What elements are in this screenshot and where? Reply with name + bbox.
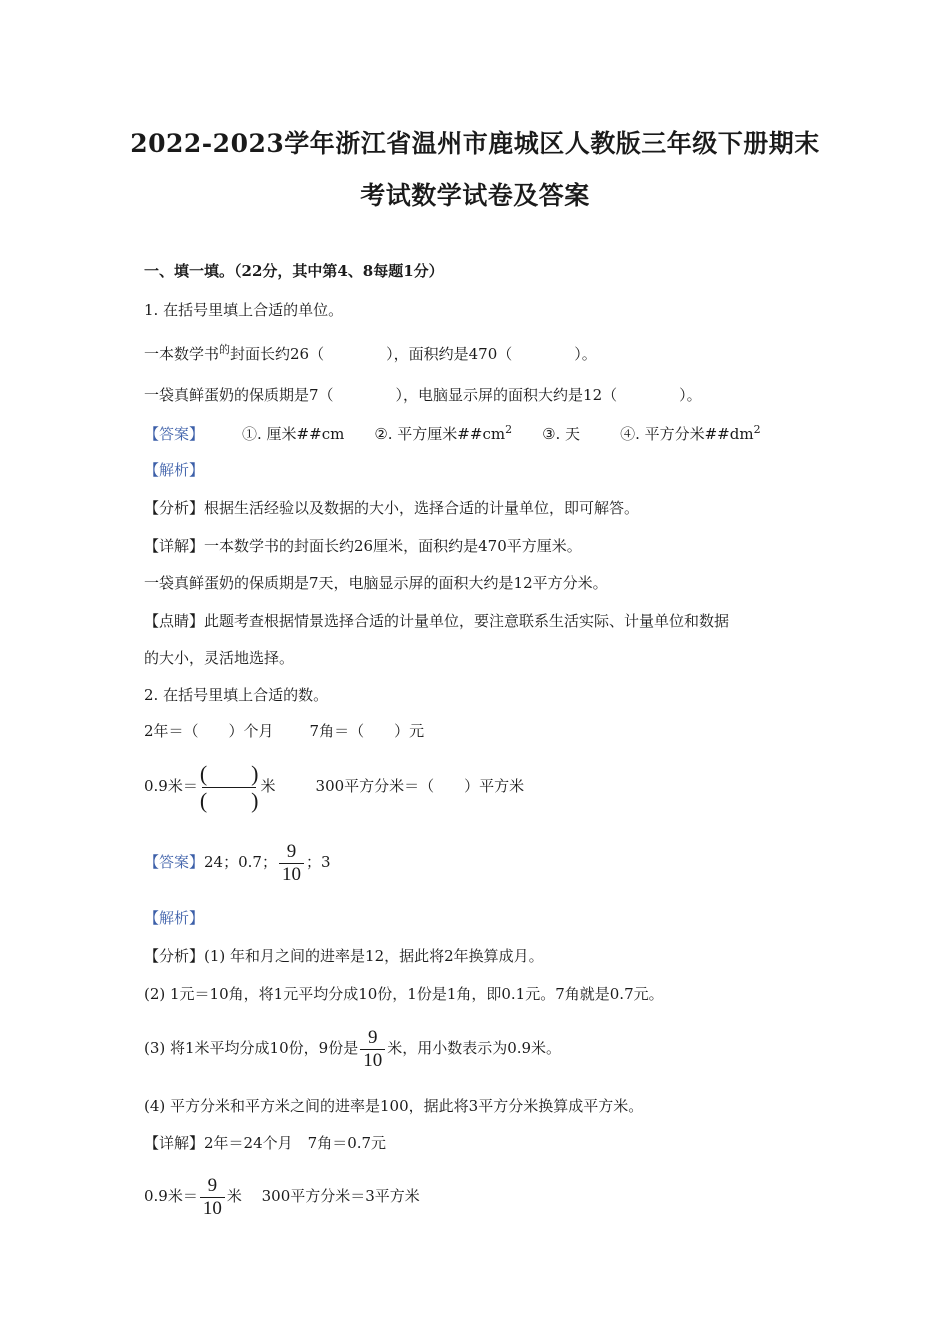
q2-line1 bbox=[144, 721, 424, 741]
q1-fenxi-text: 根据生活经验以及数据的大小，选择合适的计量单位，即可解答。 bbox=[204, 499, 640, 517]
q1-dianjing bbox=[144, 611, 729, 631]
q2-jiexi-tag: 【解析】 bbox=[144, 909, 205, 927]
fenxi-tag: 【分析】 bbox=[144, 947, 205, 965]
q1-answer-4: ④. 平方分米##dm bbox=[620, 425, 754, 443]
q2-fenxi-1-text: (1) 年和月之间的进率是12，据此将2年换算成月。 bbox=[204, 947, 544, 965]
blank-fraction bbox=[200, 761, 259, 814]
q1-answer-1: ①. 厘米##cm bbox=[242, 425, 345, 443]
fraction-denominator: 10 bbox=[363, 1049, 383, 1071]
fraction-numerator: 9 bbox=[367, 1026, 378, 1048]
q1-answer bbox=[144, 424, 761, 446]
q1-dianjing-2: 的大小，灵活地选择。 bbox=[144, 649, 295, 667]
fraction-nine-tenths bbox=[360, 1027, 385, 1072]
q1-answer-4-sup: 2 bbox=[753, 423, 761, 436]
q1-xiangjie-text: 一本数学书的封面长约26厘米，面积约是470平方厘米。 bbox=[204, 537, 582, 555]
q2-line1-a: 2年＝（ ）个月 bbox=[144, 722, 274, 740]
xiangjie-tag: 【详解】 bbox=[144, 1134, 205, 1152]
q1-line2-c: ）。 bbox=[679, 386, 702, 404]
q2-xiangjie-1 bbox=[144, 1133, 386, 1153]
q1-dianjing-text: 此题考查根据情景选择合适的计量单位，要注意联系生活实际、计量单位和数据 bbox=[204, 612, 730, 630]
q2-xiangjie-2-b: 米 300平方分米＝3平方米 bbox=[226, 1187, 420, 1205]
q2-line2-unit: 米 bbox=[260, 777, 276, 795]
q1-line1-a: 一本数学书 bbox=[144, 345, 220, 363]
fraction-nine-tenths bbox=[200, 1175, 225, 1220]
q2-fenxi-3-a: (3) 将1米平均分成10份，9份是 bbox=[144, 1039, 359, 1057]
q1-xiangjie bbox=[144, 536, 582, 556]
q1-answer-2: ②. 平方厘米##cm bbox=[374, 425, 506, 443]
section-heading: 一、填一填。（22分，其中第4、8每题1分） bbox=[144, 262, 444, 280]
q2-answer bbox=[144, 834, 331, 890]
q2-fenxi-1 bbox=[144, 946, 544, 966]
fraction-denominator: 10 bbox=[281, 863, 301, 885]
q1-line1-d: ）。 bbox=[574, 345, 597, 363]
q2-xiangjie-2-a: 0.9米＝ bbox=[144, 1187, 198, 1205]
q1-jiexi-tag: 【解析】 bbox=[144, 461, 205, 479]
q2-xiangjie-1-text: 2年＝24个月 7角＝0.7元 bbox=[204, 1134, 387, 1152]
fraction-numerator: 9 bbox=[286, 840, 297, 862]
answer-tag: 【答案】 bbox=[144, 425, 205, 443]
q1-line2-b: ），电脑显示屏的面积大约是12（ bbox=[395, 386, 618, 404]
q2-answer-a: 24；0.7； bbox=[204, 853, 277, 871]
fraction-denominator: 10 bbox=[202, 1197, 222, 1219]
q1-line1 bbox=[144, 344, 597, 366]
q1-line2-a: 一袋真鲜蛋奶的保质期是7（ bbox=[144, 386, 334, 404]
q1-fenxi bbox=[144, 498, 639, 518]
q2-line2-a: 0.9米＝ bbox=[144, 777, 198, 795]
xiangjie-tag: 【详解】 bbox=[144, 537, 205, 555]
answer-tag: 【答案】 bbox=[144, 853, 205, 871]
document-title-line2: 考试数学试卷及答案 bbox=[360, 181, 590, 210]
q1-line1-c: ），面积约是470（ bbox=[386, 345, 513, 363]
q1-line2 bbox=[144, 385, 702, 405]
fraction-numerator: 9 bbox=[207, 1174, 218, 1196]
q2-answer-b: ；3 bbox=[305, 853, 331, 871]
q2-line1-b: 7角＝（ ）元 bbox=[309, 722, 425, 740]
dianjing-tag: 【点睛】 bbox=[144, 612, 205, 630]
q2-fenxi-4: (4) 平方分米和平方米之间的进率是100，据此将3平方分米换算成平方米。 bbox=[144, 1097, 644, 1115]
q1-xiangjie-2: 一袋真鲜蛋奶的保质期是7天，电脑显示屏的面积大约是12平方分米。 bbox=[144, 574, 608, 592]
q1-line1-sup: 的 bbox=[219, 343, 231, 356]
q2-fenxi-3 bbox=[144, 1020, 561, 1076]
q1-line1-b: 封面长约26（ bbox=[230, 345, 325, 363]
fraction-nine-tenths bbox=[279, 841, 304, 886]
q2-fenxi-2: (2) 1元＝10角，将1元平均分成10份，1份是1角，即0.1元。7角就是0.7元。 bbox=[144, 985, 664, 1003]
q2-stem: 2. 在括号里填上合适的数。 bbox=[144, 686, 329, 704]
q2-fenxi-3-b: 米，用小数表示为0.9米。 bbox=[387, 1039, 562, 1057]
blank-denominator: ( ) bbox=[199, 787, 259, 813]
blank-numerator: ( ) bbox=[199, 760, 259, 786]
document-title-line1: 2022-2023学年浙江省温州市鹿城区人教版三年级下册期末 bbox=[130, 129, 820, 158]
q2-line2 bbox=[144, 758, 524, 814]
q1-answer-2-sup: 2 bbox=[505, 423, 513, 436]
q2-line2-b: 300平方分米＝（ ）平方米 bbox=[315, 777, 525, 795]
q1-answer-3: ③. 天 bbox=[542, 425, 581, 443]
fenxi-tag: 【分析】 bbox=[144, 499, 205, 517]
q2-xiangjie-2 bbox=[144, 1168, 420, 1224]
q1-stem: 1. 在括号里填上合适的单位。 bbox=[144, 301, 344, 319]
